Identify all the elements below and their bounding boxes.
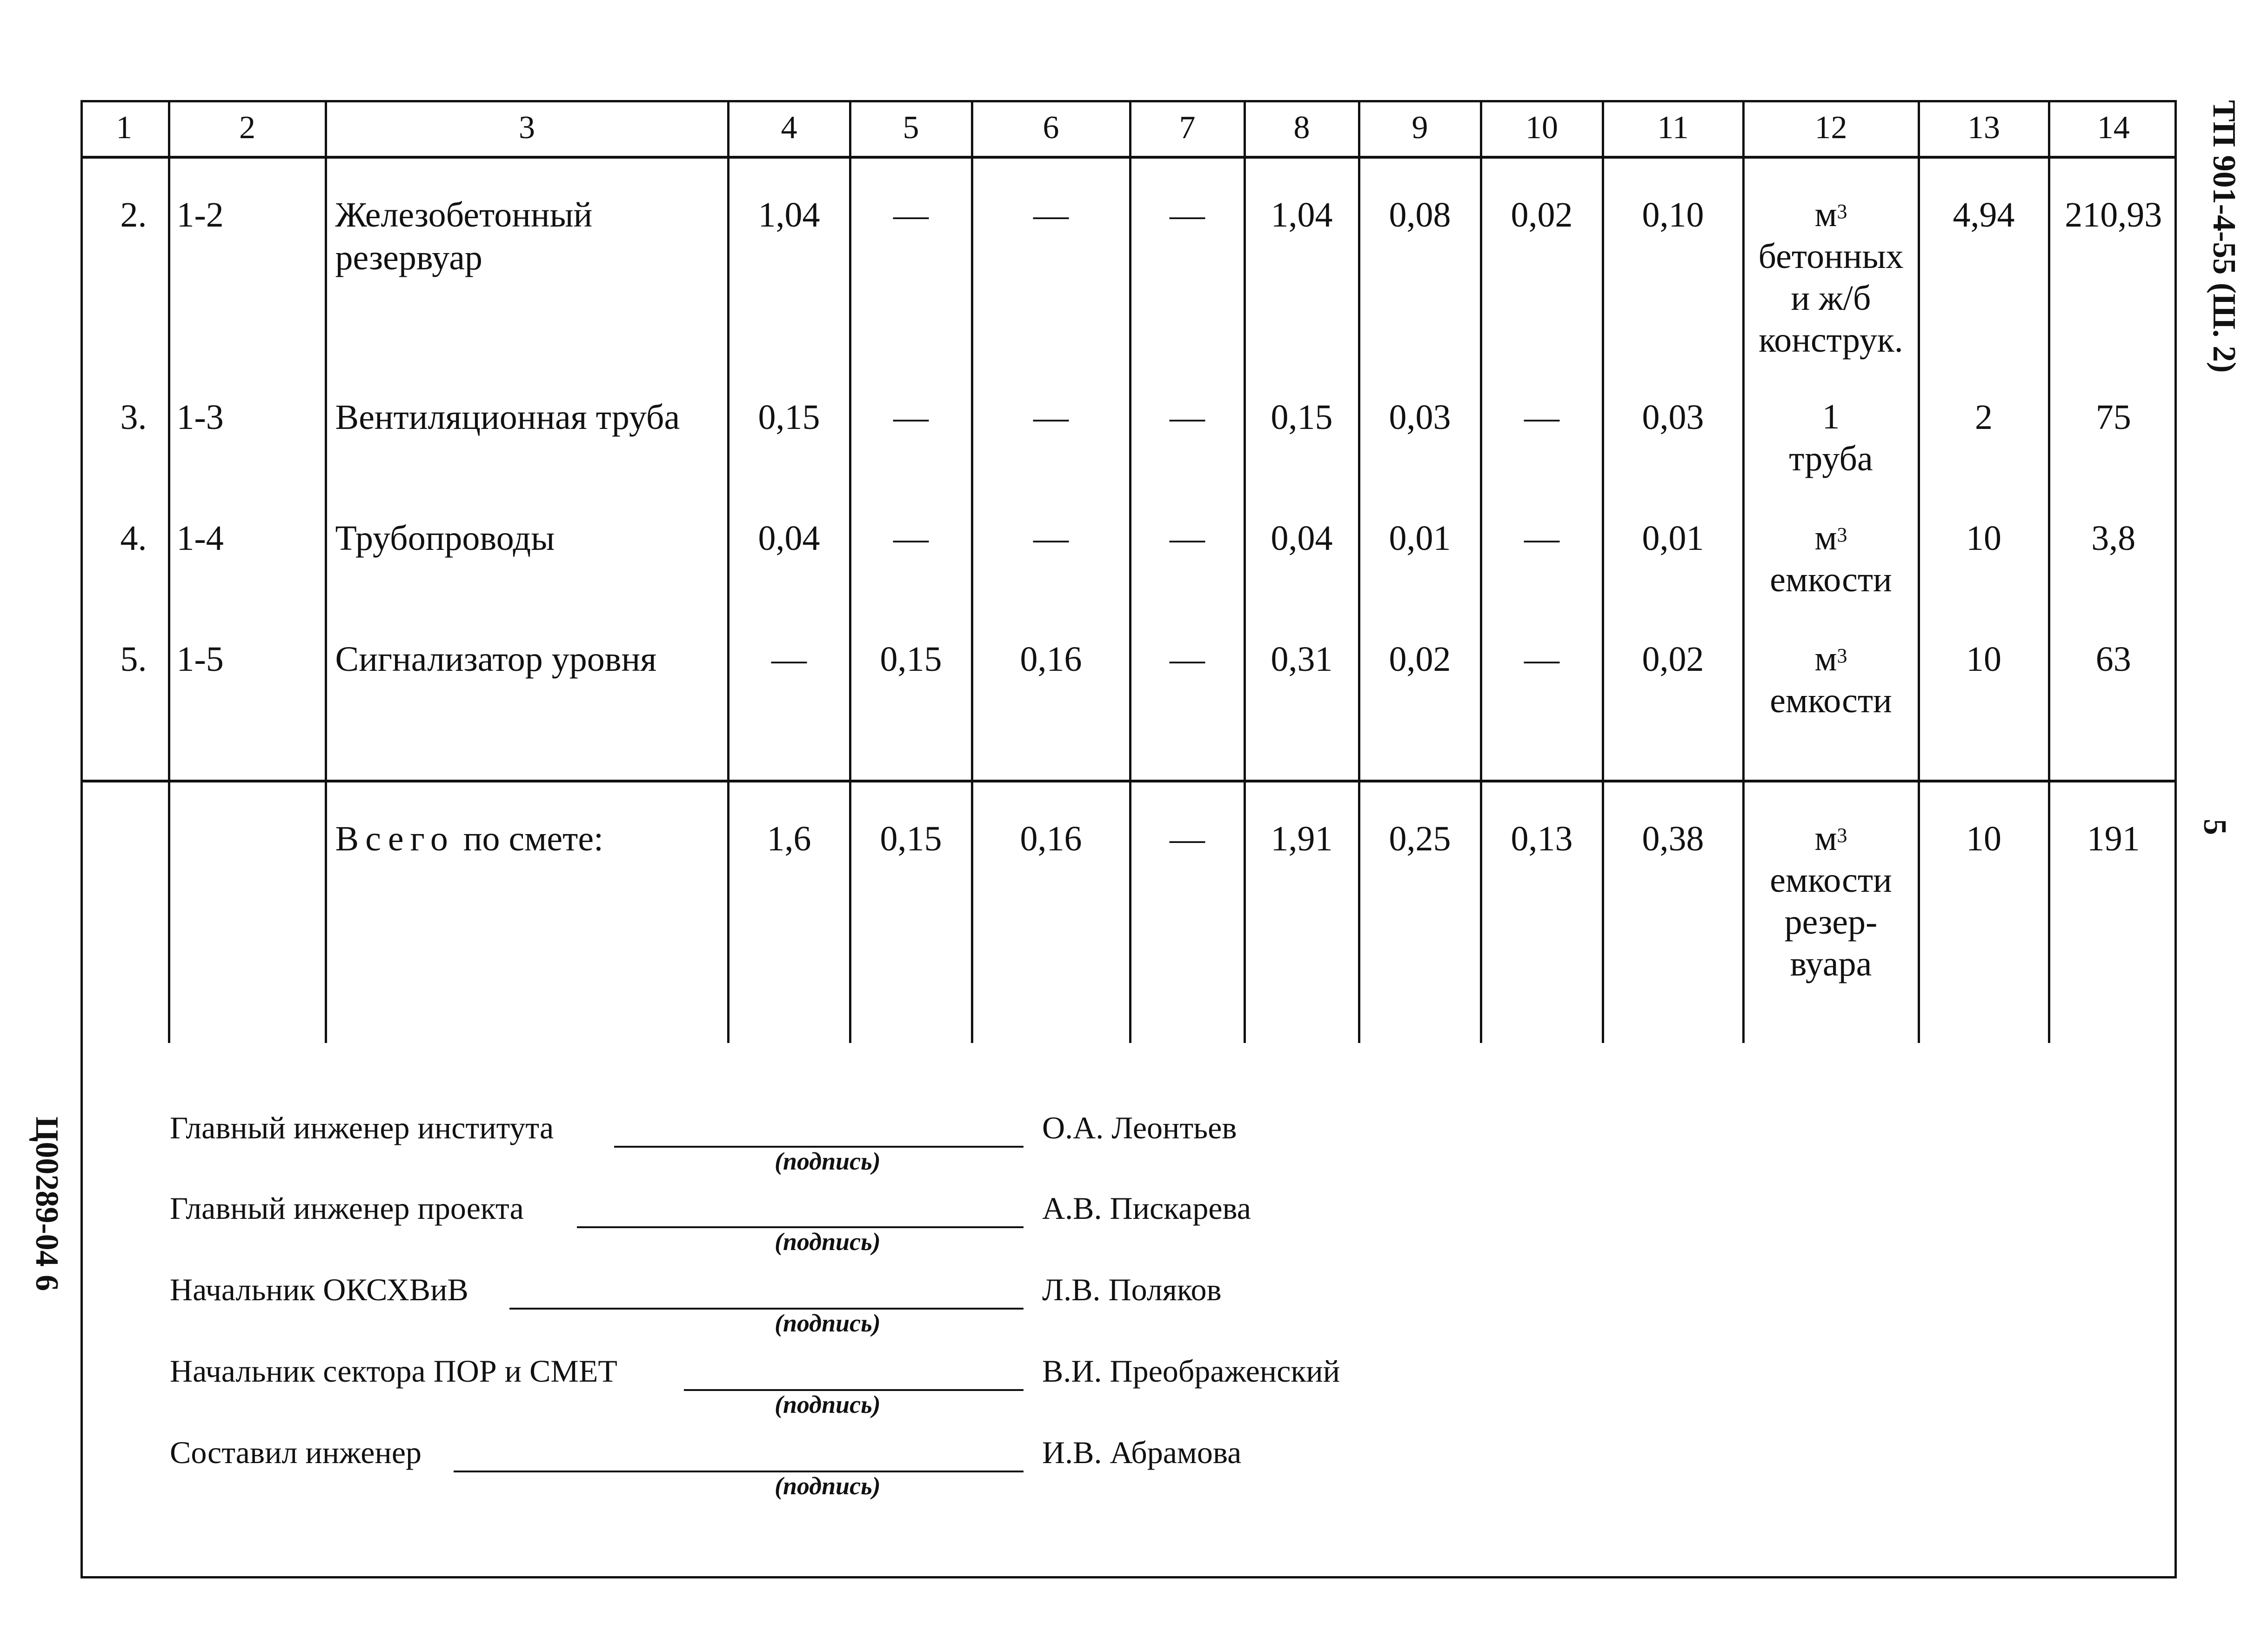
cell: 0,25 [1359,781,1481,1043]
archive-code-vertical: Ц00289-04 6 [29,1117,65,1291]
signature-role: Составил инженер [170,1435,422,1470]
cell: 0,04 [1244,482,1359,603]
unit-cell [1743,781,1919,1043]
cell: — [972,361,1130,482]
cell: 1,04 [1244,157,1359,361]
table-row [80,603,2177,781]
row-name: Трубопроводы [326,482,728,603]
row-name: Сигнализатор уровня [326,603,728,781]
table-row [80,157,2177,361]
row-number: 5. [80,603,169,781]
cell: — [1130,361,1244,482]
signature-line [170,1353,1340,1418]
cell: — [1130,603,1244,781]
unit-text: м [1814,518,1837,557]
cell: 75 [2049,361,2177,482]
col-header: 2 [169,100,326,157]
row-code: 1-2 [169,157,326,361]
signature-role: Начальник сектора ПОР и СМЕТ [170,1353,617,1389]
table-row [80,482,2177,603]
cell: 0,38 [1603,781,1743,1043]
row-number: 2. [80,157,169,361]
col-header: 4 [728,100,850,157]
col-header: 5 [850,100,972,157]
cell: 0,02 [1603,603,1743,781]
cell: 0,04 [728,482,850,603]
col-header: 9 [1359,100,1481,157]
cell: 10 [1919,781,2049,1043]
cell: — [1130,781,1244,1043]
unit-cell [1743,157,1919,361]
signature-line [170,1271,1222,1337]
unit-text: и ж/б [1791,279,1871,318]
cell: 0,03 [1603,361,1743,482]
signature-underline [509,1308,1024,1310]
signature-name: О.А. Леонтьев [1042,1110,1237,1145]
cell: 1,04 [728,157,850,361]
unit-cell [1743,603,1919,781]
unit-text: 1 [1822,397,1840,436]
col-header: 10 [1481,100,1603,157]
cell: — [1481,482,1603,603]
cell: 0,15 [728,361,850,482]
cell: 0,08 [1359,157,1481,361]
col-header: 1 [80,100,169,157]
cell: 0,15 [1244,361,1359,482]
col-header: 14 [2049,100,2177,157]
total-label [326,781,728,1043]
row-name: Железобетонный резервуар [326,157,728,361]
signature-caption: (подпись) [775,1391,881,1418]
cell: — [1130,157,1244,361]
cell: — [1481,603,1603,781]
signature-underline [454,1471,1024,1472]
cell: 0,02 [1359,603,1481,781]
signature-name: А.В. Пискарева [1042,1190,1251,1226]
cell: 1,91 [1244,781,1359,1043]
total-row [80,781,2177,1043]
row-name: Вентиляционная труба [326,361,728,482]
row-number: 3. [80,361,169,482]
signature-role: Главный инженер института [170,1110,554,1145]
row-code: 1-3 [169,361,326,482]
cell: 1,6 [728,781,850,1043]
cell: — [1130,482,1244,603]
signature-caption: (подпись) [775,1147,881,1175]
row-code: 1-5 [169,603,326,781]
superscript: 3 [1837,200,1847,223]
cell: 0,16 [972,603,1130,781]
col-header: 3 [326,100,728,157]
header-row [80,100,2177,157]
page-number: 5 [2197,819,2233,835]
unit-text: емкости [1770,861,1892,900]
cell: — [1481,361,1603,482]
signature-name: И.В. Абрамова [1042,1435,1242,1470]
cell: 0,15 [850,781,972,1043]
cell: — [850,157,972,361]
col-header: 6 [972,100,1130,157]
superscript: 3 [1837,644,1847,667]
cell: 0,02 [1481,157,1603,361]
unit-text: вуара [1790,944,1872,983]
cell: 63 [2049,603,2177,781]
cell: 0,01 [1603,482,1743,603]
cell: 4,94 [1919,157,2049,361]
signature-name: Л.В. Поляков [1042,1272,1222,1307]
total-label-spaced: Всего [335,819,455,858]
unit-text: конструк. [1759,321,1903,360]
superscript: 3 [1837,523,1847,546]
cell: 2 [1919,361,2049,482]
unit-text: м [1814,195,1837,234]
unit-cell [1743,361,1919,482]
cell: 0,31 [1244,603,1359,781]
cell: 191 [2049,781,2177,1043]
cell: — [728,603,850,781]
row-number: 4. [80,482,169,603]
cell: — [850,482,972,603]
cell: 10 [1919,603,2049,781]
cell: 10 [1919,482,2049,603]
cell: 0,10 [1603,157,1743,361]
cell: 3,8 [2049,482,2177,603]
cell: — [972,482,1130,603]
col-header: 12 [1743,100,1919,157]
cell: 0,15 [850,603,972,781]
signature-line [170,1434,1242,1500]
unit-text: емкости [1770,560,1892,599]
col-header: 7 [1130,100,1244,157]
signature-caption: (подпись) [775,1472,881,1500]
cell: 0,03 [1359,361,1481,482]
row-code: 1-4 [169,482,326,603]
unit-text: м [1814,639,1837,678]
empty-cell [80,781,169,1043]
empty-cell [169,781,326,1043]
cell: — [850,361,972,482]
unit-cell [1743,482,1919,603]
cell: — [972,157,1130,361]
col-header: 8 [1244,100,1359,157]
signature-line [170,1190,1251,1256]
signature-line [170,1110,1237,1175]
signature-caption: (подпись) [775,1228,881,1256]
unit-text: м [1814,819,1837,858]
signature-caption: (подпись) [775,1309,881,1337]
cell: 0,01 [1359,482,1481,603]
estimate-table [80,100,2177,1043]
cell: 210,93 [2049,157,2177,361]
signature-name: В.И. Преображенский [1042,1353,1340,1389]
signature-role: Главный инженер проекта [170,1190,524,1226]
col-header: 11 [1603,100,1743,157]
unit-text: труба [1789,439,1873,478]
unit-text: бетонных [1758,237,1904,276]
unit-text: емкости [1770,681,1892,720]
signature-role: Начальник ОКСХВиВ [170,1272,468,1307]
table-row [80,361,2177,482]
cell: 0,16 [972,781,1130,1043]
col-header: 13 [1919,100,2049,157]
superscript: 3 [1837,824,1847,847]
unit-text: резер- [1784,903,1878,942]
document-code-vertical: ТП 901-4-55 (Ш. 2) [2206,100,2242,373]
total-label-rest: по смете: [463,819,604,858]
cell: 0,13 [1481,781,1603,1043]
